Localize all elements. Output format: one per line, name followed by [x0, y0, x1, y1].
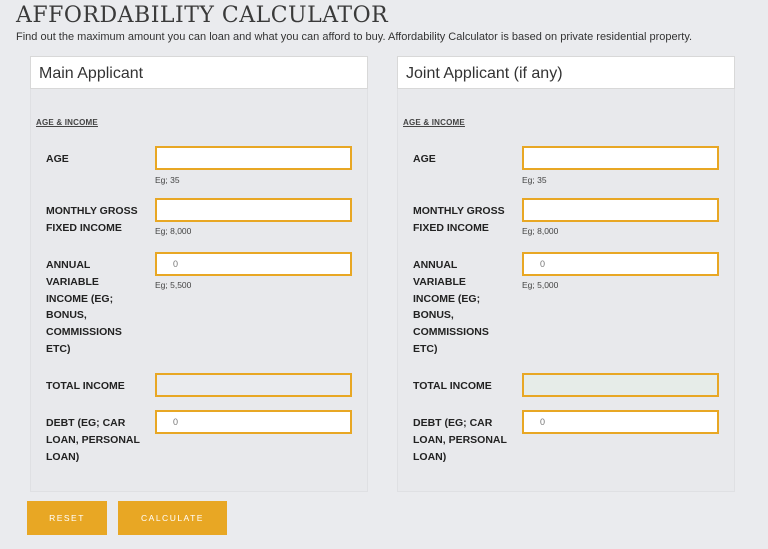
joint-monthly-income-label — [413, 203, 513, 237]
joint-annual-variable-income-hint: Eg; 5,000 — [522, 280, 559, 290]
main-debt-label — [46, 415, 146, 465]
joint-annual-variable-income-input[interactable] — [522, 252, 719, 276]
joint-annual-label-line: ANNUAL — [413, 259, 458, 271]
main-applicant-panel — [30, 56, 368, 492]
main-annual-label-line: VARIABLE — [46, 275, 99, 288]
main-annual-variable-income-hint: Eg; 5,500 — [155, 280, 192, 290]
main-total-income-field — [155, 373, 352, 397]
main-monthly-income-input[interactable] — [155, 198, 352, 222]
main-monthly-income-hint: Eg; 8,000 — [155, 226, 192, 236]
main-annual-label-line: BONUS, — [46, 309, 87, 322]
main-annual-label-line: COMMISSIONS — [46, 326, 122, 339]
main-monthly-income-label-line: MONTHLY GROSS — [46, 205, 138, 217]
main-debt-input[interactable] — [155, 410, 352, 434]
joint-annual-label-line: COMMISSIONS — [413, 326, 489, 339]
joint-applicant-header: Joint Applicant (if any) — [397, 56, 735, 89]
joint-age-hint: Eg; 35 — [522, 175, 547, 185]
joint-age-input[interactable] — [522, 146, 719, 170]
main-debt-label-line: LOAN, PERSONAL — [46, 433, 140, 446]
joint-monthly-income-input[interactable] — [522, 198, 719, 222]
main-age-income-section-title: AGE & INCOME — [36, 118, 98, 127]
main-annual-label-line: ETC) — [46, 342, 71, 355]
joint-annual-label-line: VARIABLE — [413, 275, 466, 288]
main-annual-variable-income-input[interactable] — [155, 252, 352, 276]
main-debt-label-line: LOAN) — [46, 450, 80, 463]
main-monthly-income-label-line: FIXED INCOME — [46, 221, 122, 234]
joint-annual-label-line: BONUS, — [413, 309, 454, 322]
main-debt-label-line: DEBT (EG; CAR — [46, 417, 126, 429]
joint-debt-label-line: LOAN, PERSONAL — [413, 433, 507, 446]
main-age-input[interactable] — [155, 146, 352, 170]
calculate-button[interactable]: CALCULATE — [118, 501, 227, 535]
reset-button[interactable]: RESET — [27, 501, 107, 535]
main-monthly-income-label — [46, 203, 146, 237]
joint-annual-variable-income-label — [413, 257, 513, 358]
joint-debt-label-line: DEBT (EG; CAR — [413, 417, 493, 429]
main-applicant-header: Main Applicant — [30, 56, 368, 89]
joint-monthly-income-label-line: MONTHLY GROSS — [413, 205, 505, 217]
joint-debt-input[interactable] — [522, 410, 719, 434]
joint-age-label: AGE — [413, 153, 436, 165]
joint-total-income-label: TOTAL INCOME — [413, 380, 492, 392]
joint-total-income-field — [522, 373, 719, 397]
joint-debt-label — [413, 415, 513, 465]
main-annual-label-line: ANNUAL — [46, 259, 91, 271]
main-age-hint: Eg; 35 — [155, 175, 180, 185]
joint-monthly-income-label-line: FIXED INCOME — [413, 221, 489, 234]
main-age-label: AGE — [46, 153, 69, 165]
joint-age-income-section-title: AGE & INCOME — [403, 118, 465, 127]
joint-debt-label-line: LOAN) — [413, 450, 447, 463]
page-title: AFFORDABILITY CALCULATOR — [16, 3, 389, 28]
joint-monthly-income-hint: Eg; 8,000 — [522, 226, 559, 236]
main-total-income-label: TOTAL INCOME — [46, 380, 125, 392]
joint-annual-label-line: ETC) — [413, 342, 438, 355]
main-annual-label-line: INCOME (EG; — [46, 292, 114, 305]
joint-applicant-panel — [397, 56, 735, 492]
joint-annual-label-line: INCOME (EG; — [413, 292, 481, 305]
main-annual-variable-income-label — [46, 257, 146, 358]
page-subtitle: Find out the maximum amount you can loan and what you can afford to buy. Affordability Calculator is based on private residential property. — [16, 31, 693, 43]
